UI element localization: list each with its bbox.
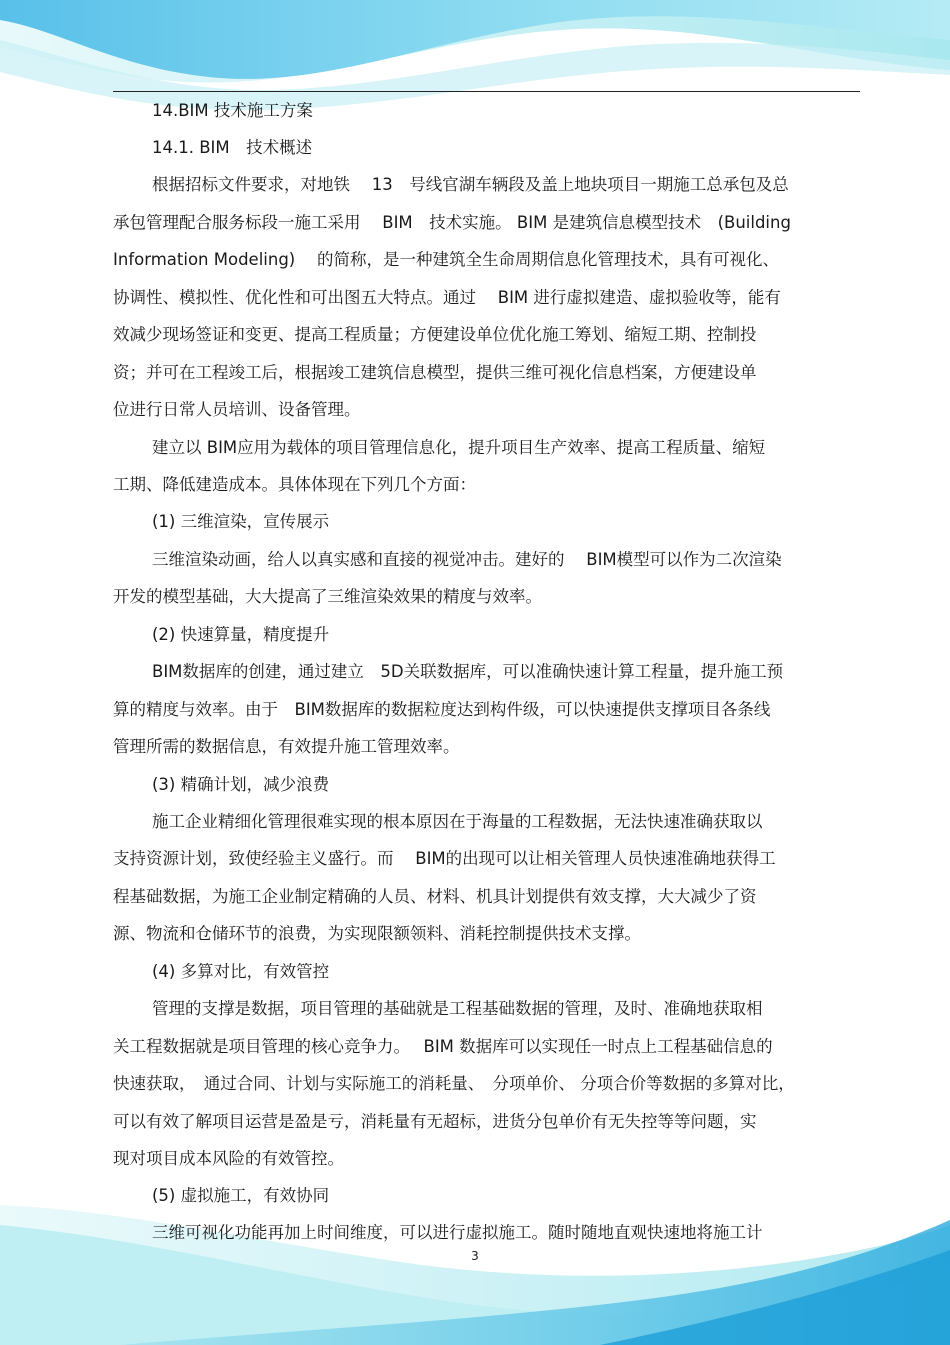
paragraph-line: 施工企业精细化管理很难实现的根本原因在于海量的工程数据，无法快速准确获取以 — [152, 812, 763, 831]
item-heading: (5) 虚拟施工，有效协同 — [152, 1186, 330, 1205]
paragraph-line: 资；并可在工程竣工后，根据竣工建筑信息模型，提供三维可视化信息档案，方便建设单 — [113, 363, 757, 382]
item-heading: (1) 三维渲染，宣传展示 — [152, 512, 330, 531]
paragraph-line: 根据招标文件要求，对地铁 13 号线官湖车辆段及盖上地块项目一期施工总承包及总 — [152, 175, 789, 194]
paragraph-line: 管理所需的数据信息，有效提升施工管理效率。 — [113, 737, 460, 756]
section-title: 14.BIM 技术施工方案 — [152, 101, 313, 120]
paragraph-line: 管理的支撑是数据，项目管理的基础就是工程基础数据的管理，及时、准确地获取相 — [152, 999, 763, 1018]
item-heading: (3) 精确计划，减少浪费 — [152, 775, 330, 794]
paragraph-line: 快速获取， 通过合同、计划与实际施工的消耗量、 分项单价、 分项合价等数据的多算对比， — [113, 1074, 795, 1093]
paragraph-line: 关工程数据就是项目管理的核心竞争力。 BIM 数据库可以实现任一时点上工程基础信息的 — [113, 1037, 773, 1056]
paragraph-line: 承包管理配合服务标段一施工采用 BIM 技术实施。 BIM 是建筑信息模型技术 (Building — [113, 213, 791, 232]
paragraph-line: 算的精度与效率。由于 BIM数据库的数据粒度达到构件级，可以快速提供支撑项目各条线 — [113, 700, 771, 719]
paragraph-line: 工期、降低建造成本。具体体现在下列几个方面： — [113, 475, 476, 494]
paragraph-line: 现对项目成本风险的有效管控。 — [113, 1149, 344, 1168]
paragraph-line: 程基础数据，为施工企业制定精确的人员、材料、机具计划提供有效支撑，大大减少了资 — [113, 887, 757, 906]
page-number: 3 — [471, 1249, 479, 1263]
paragraph-line: 效减少现场签证和变更、提高工程质量；方便建设单位优化施工筹划、缩短工期、控制投 — [113, 325, 757, 344]
paragraph-line: 协调性、模拟性、优化性和可出图五大特点。通过 BIM 进行虚拟建造、虚拟验收等，能有 — [113, 288, 781, 307]
paragraph-line: 建立以 BIM应用为载体的项目管理信息化，提升项目生产效率、提高工程质量、缩短 — [152, 438, 766, 457]
paragraph-line: BIM数据库的创建，通过建立 5D关联数据库，可以准确快速计算工程量，提升施工预 — [152, 662, 784, 681]
subsection-title: 14.1. BIM 技术概述 — [152, 138, 313, 157]
paragraph-line: 三维渲染动画，给人以真实感和直接的视觉冲击。建好的 BIM模型可以作为二次渲染 — [152, 550, 782, 569]
paragraph-line: Information Modeling) 的简称，是一种建筑全生命周期信息化管理技术，具有可视化、 — [113, 250, 779, 269]
item-heading: (4) 多算对比，有效管控 — [152, 962, 330, 981]
paragraph-line: 开发的模型基础，大大提高了三维渲染效果的精度与效率。 — [113, 587, 542, 606]
paragraph-line: 三维可视化功能再加上时间维度，可以进行虚拟施工。随时随地直观快速地将施工计 — [152, 1223, 763, 1242]
paragraph-line: 可以有效了解项目运营是盈是亏，消耗量有无超标，进货分包单价有无失控等等问题，实 — [113, 1112, 757, 1131]
item-heading: (2) 快速算量，精度提升 — [152, 625, 330, 644]
paragraph-line: 位进行日常人员培训、设备管理。 — [113, 400, 361, 419]
paragraph-line: 支持资源计划，致使经验主义盛行。而 BIM的出现可以让相关管理人员快速准确地获得工 — [113, 849, 776, 868]
paragraph-line: 源、物流和仓储环节的浪费，为实现限额领料、消耗控制提供技术支撑。 — [113, 924, 641, 943]
header-rule — [113, 91, 860, 92]
